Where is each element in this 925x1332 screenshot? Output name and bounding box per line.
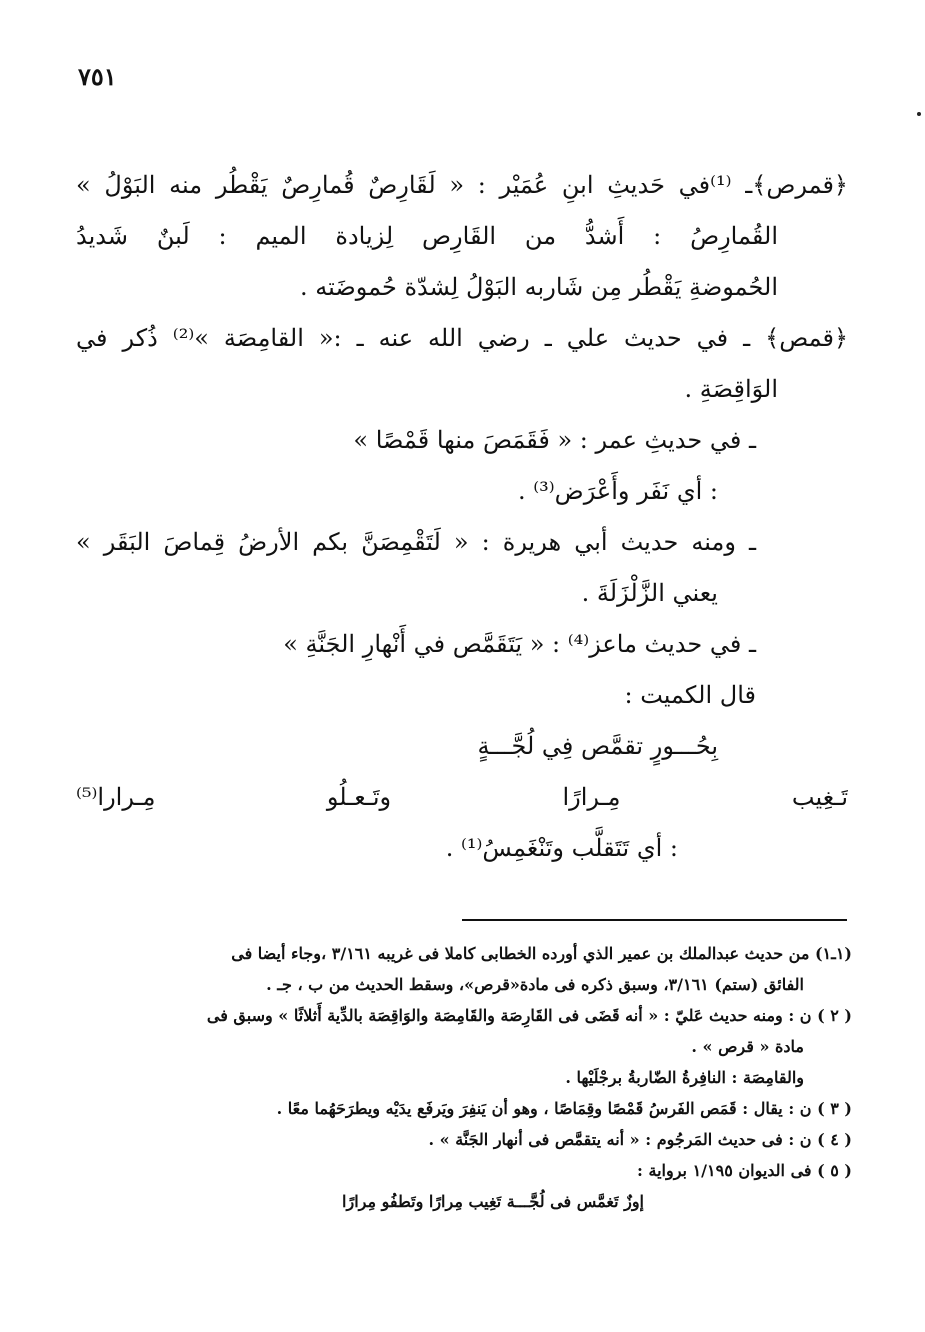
main-text — [76, 160, 848, 874]
entry-qamras-line-1: ﴿قمرص﴾ـ ⁽¹⁾في حَديثِ ابنِ عُمَيْر : « لَقَارِصٌ قُمارِصٌ يَقْطُر منه البَوْلُ » — [76, 171, 848, 199]
entry-qams-line-2: الوَاقِصَةِ . — [684, 375, 778, 403]
hadith-maiz: ـ في حديث ماعز⁽⁴⁾ : « يَتَقَمَّص في أَنْهارِ الجَنَّةِ » — [283, 630, 756, 658]
margin-dot — [917, 112, 921, 116]
footnote-5-verse: إوزٌ تَغمَّس فى لُجَّـــة تَغِيب مِرارًا وتَطفُو مِرارًا — [342, 1192, 644, 1211]
footnote-2-line-1: ( ٢ ) ن : ومنه حديث عَليّ : « أنه قَضَى فى القَارِصَة والقَامِصَة والوَاقِصَة بالدِّية أَثلاثًا » وسبق فى — [206, 1006, 852, 1025]
hadith-abu-hurayra-gloss: يعني الزَّلْزَلَةَ . — [581, 579, 718, 607]
footnote-1-line-1: (١ـ١) من حديث عبدالملك بن عمير الذي أورده الخطابى كاملا فى غريبه ٣/١٦١ ،وجاء أيضا فى — [231, 944, 852, 963]
entry-qamras-line-2: القُمارِصُ : أَشدُّ من القَارِص لِزيادة الميم : لَبنٌ شَديدُ — [76, 222, 778, 250]
footnote-separator — [462, 919, 847, 921]
entry-qams-line-1: ﴿قمص﴾ ـ في حديث علي ـ رضي الله عنه ـ :« القامِصَة »⁽²⁾ ذُكر في — [76, 324, 848, 352]
page-number: ٧٥١ — [78, 62, 117, 91]
footnote-2-line-2: مادة « قرص » . — [691, 1037, 804, 1056]
verse-first-hemistich: بِحُـــورٍ تقمَّص فِي لُجَّـــةٍ — [477, 732, 718, 760]
footnote-1-line-2: الفائق (ستم) ٣/١٦١، وسبق ذكره فى مادة«قرص»، وسقط الحديث من ب ، جـ . — [266, 975, 804, 994]
entry-qamras-line-3: الحُموضةِ يَقْطُر مِن شَاربه البَوْلُ لِشدّة حُموضَته . — [299, 273, 778, 301]
footnote-2-line-3: والقامِصَة : النافِرةُ الضّاربةُ برجْلَيْها . — [565, 1068, 804, 1087]
footnote-5-line-1: ( ٥ ) فى الديوان ١/١٩٥ برواية : — [637, 1161, 852, 1180]
verse-gloss: : أي تَتَقلَّب وتَنْغَمِسُ⁽¹⁾ . — [445, 834, 678, 862]
hadith-abu-hurayra: ـ ومنه حديث أبي هريرة : « لَتَقْمِصَنَّ بكم الأرضُ قِماصَ البَقَر » — [76, 528, 756, 556]
footnotes — [72, 938, 852, 1217]
verse-second-hemistich: تَـغِيب مِـرارًا وتَـعـلُو مِـرارا⁽⁵⁾ — [76, 783, 848, 811]
footnote-4: ( ٤ ) ن : فى حديث المَرجُوم : « أنه يتقمَّص فى أنهار الجَنَّة » . — [428, 1130, 852, 1149]
poet-attribution: قال الكميت : — [624, 681, 756, 709]
hadith-omar: ـ في حديثِ عمر : « فَقَمَصَ منها قَمْصًا » — [353, 426, 756, 454]
footnote-3: ( ٣ ) ن : يقال : قَمَص الفَرسُ قَمْصًا وقِمَاصًا ، وهو أن يَنفِرَ ويَرفَع يدَيْه ويطرَحَهُما معًا . — [276, 1099, 852, 1118]
hadith-omar-gloss: : أي نَفَر وأَعْرَض⁽³⁾ . — [518, 477, 718, 505]
